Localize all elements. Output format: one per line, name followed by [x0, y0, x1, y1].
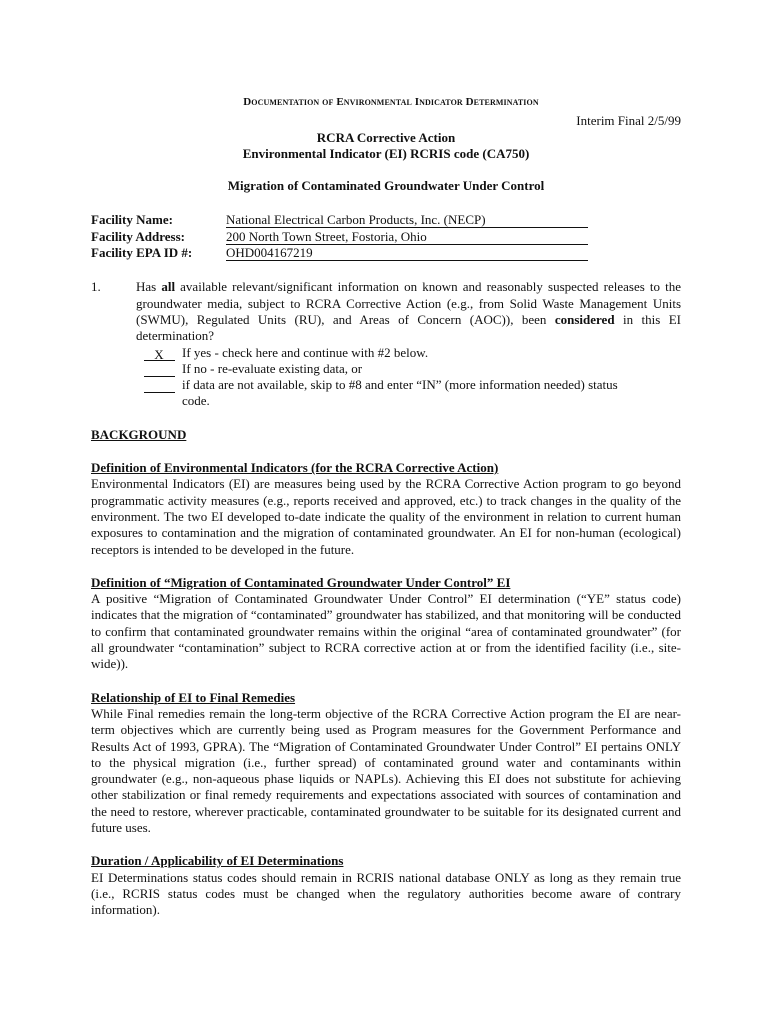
question-emphasis-considered: considered: [554, 311, 615, 327]
background-section: [91, 460, 681, 558]
option-yes-checkbox[interactable]: X: [144, 348, 175, 361]
facility-epa-value: OHD004167219: [226, 245, 588, 261]
document-page: [91, 94, 681, 918]
interim-date: Interim Final 2/5/99: [576, 113, 681, 129]
question-1-options: [91, 345, 681, 410]
section-title: Duration / Applicability of EI Determinations: [91, 853, 344, 869]
question-text-part: in this EI determination?: [136, 311, 681, 344]
facility-name-value: National Electrical Carbon Products, Inc. (NECP): [226, 212, 588, 228]
facility-info: [91, 212, 681, 261]
question-number: 1.: [91, 279, 101, 295]
facility-address-value: 200 North Town Street, Fostoria, Ohio: [226, 229, 588, 245]
program-line: RCRA Corrective Action: [316, 129, 456, 145]
section-title: Relationship of EI to Final Remedies: [91, 689, 296, 705]
facility-name-label: Facility Name:: [91, 212, 173, 228]
section-body: While Final remedies remain the long-term objective of the RCRA Corrective Action program the EI are near-term objectives which are currently being used as Program measures for the Government Performance and Results Act of 1993, GPRA). The “Migration of Contaminated Groundwater Under Control” EI pertains ONLY to the physical migration (i.e., further spread) of contaminated ground water and contaminants within groundwater (e.g., non-aqueous phase liquids or NAPLs). Achieving this EI does not substitute for achieving other stabilization or final remedy requirements and expectations associated with sources of contamination and the need to restore, wherever practicable, contaminated groundwater to be suitable for its designated current and future uses.: [91, 705, 681, 835]
section-title: Definition of Environmental Indicators (for the RCRA Corrective Action): [91, 460, 499, 476]
background-section: [91, 853, 681, 918]
question-text-part: available relevant/significant information on known and reasonably suspected releases to the groundwater media, subject to RCRA Corrective Action (e.g., from Solid Waste Management Units (SWMU), Regulated Units (RU), and Areas of Concern (AOC)), been: [136, 279, 681, 327]
facility-epa-label: Facility EPA ID #:: [91, 245, 193, 261]
facility-address-row: [91, 229, 681, 245]
section-body: A positive “Migration of Contaminated Groundwater Under Control” EI determination (“YE” status code) indicates that the migration of “contaminated” groundwater has stabilized, and that monitoring will be conducted to confirm that contaminated groundwater remains within the original “area of contaminated groundwater” (for all groundwater “contamination” subject to RCRA corrective action at or from the identified facility (i.e., site-wide)).: [91, 591, 681, 672]
question-emphasis-all: all: [161, 279, 176, 295]
option-in[interactable]: [91, 377, 681, 410]
option-yes[interactable]: [91, 345, 681, 361]
question-text-part: Has: [136, 279, 162, 295]
facility-epa-row: [91, 245, 681, 261]
ei-code-line: Environmental Indicator (EI) RCRIS code (CA750): [242, 145, 530, 161]
section-body: EI Determinations status codes should remain in RCRIS national database ONLY as long as they remain true (i.e., RCRIS status codes must be changed when the regulatory authorities become aware of contrary information).: [91, 869, 681, 918]
background-heading: BACKGROUND: [91, 426, 187, 442]
option-in-text: if data are not available, skip to #8 and enter “IN” (more information needed) status code.: [182, 377, 618, 409]
section-title: Definition of “Migration of Contaminated Groundwater Under Control” EI: [91, 574, 511, 590]
option-in-checkbox[interactable]: [144, 380, 175, 393]
background-section: [91, 575, 681, 673]
section-body: Environmental Indicators (EI) are measures being used by the RCRA Corrective Action program to go beyond programmatic activity measures (e.g., reports received and approved, etc.) to track changes in the quality of the environment. The two EI developed to-date indicate the quality of the environment in relation to current human exposures to contamination and the migration of contaminated groundwater. An EI for non-human (ecological) receptors is intended to be developed in the future.: [91, 476, 681, 557]
facility-name-row: [91, 212, 681, 228]
option-yes-text: If yes - check here and continue with #2 below.: [182, 344, 429, 360]
question-1: [91, 279, 681, 344]
option-no-checkbox[interactable]: [144, 364, 175, 377]
document-title: Documentation of Environmental Indicator Determination: [243, 96, 539, 108]
background-section: [91, 690, 681, 837]
facility-address-label: Facility Address:: [91, 228, 186, 244]
question-text: [136, 279, 681, 344]
option-no[interactable]: [91, 361, 681, 377]
form-subtitle: Migration of Contaminated Groundwater Under Control: [227, 178, 545, 194]
option-no-text: If no - re-evaluate existing data, or: [182, 360, 363, 376]
